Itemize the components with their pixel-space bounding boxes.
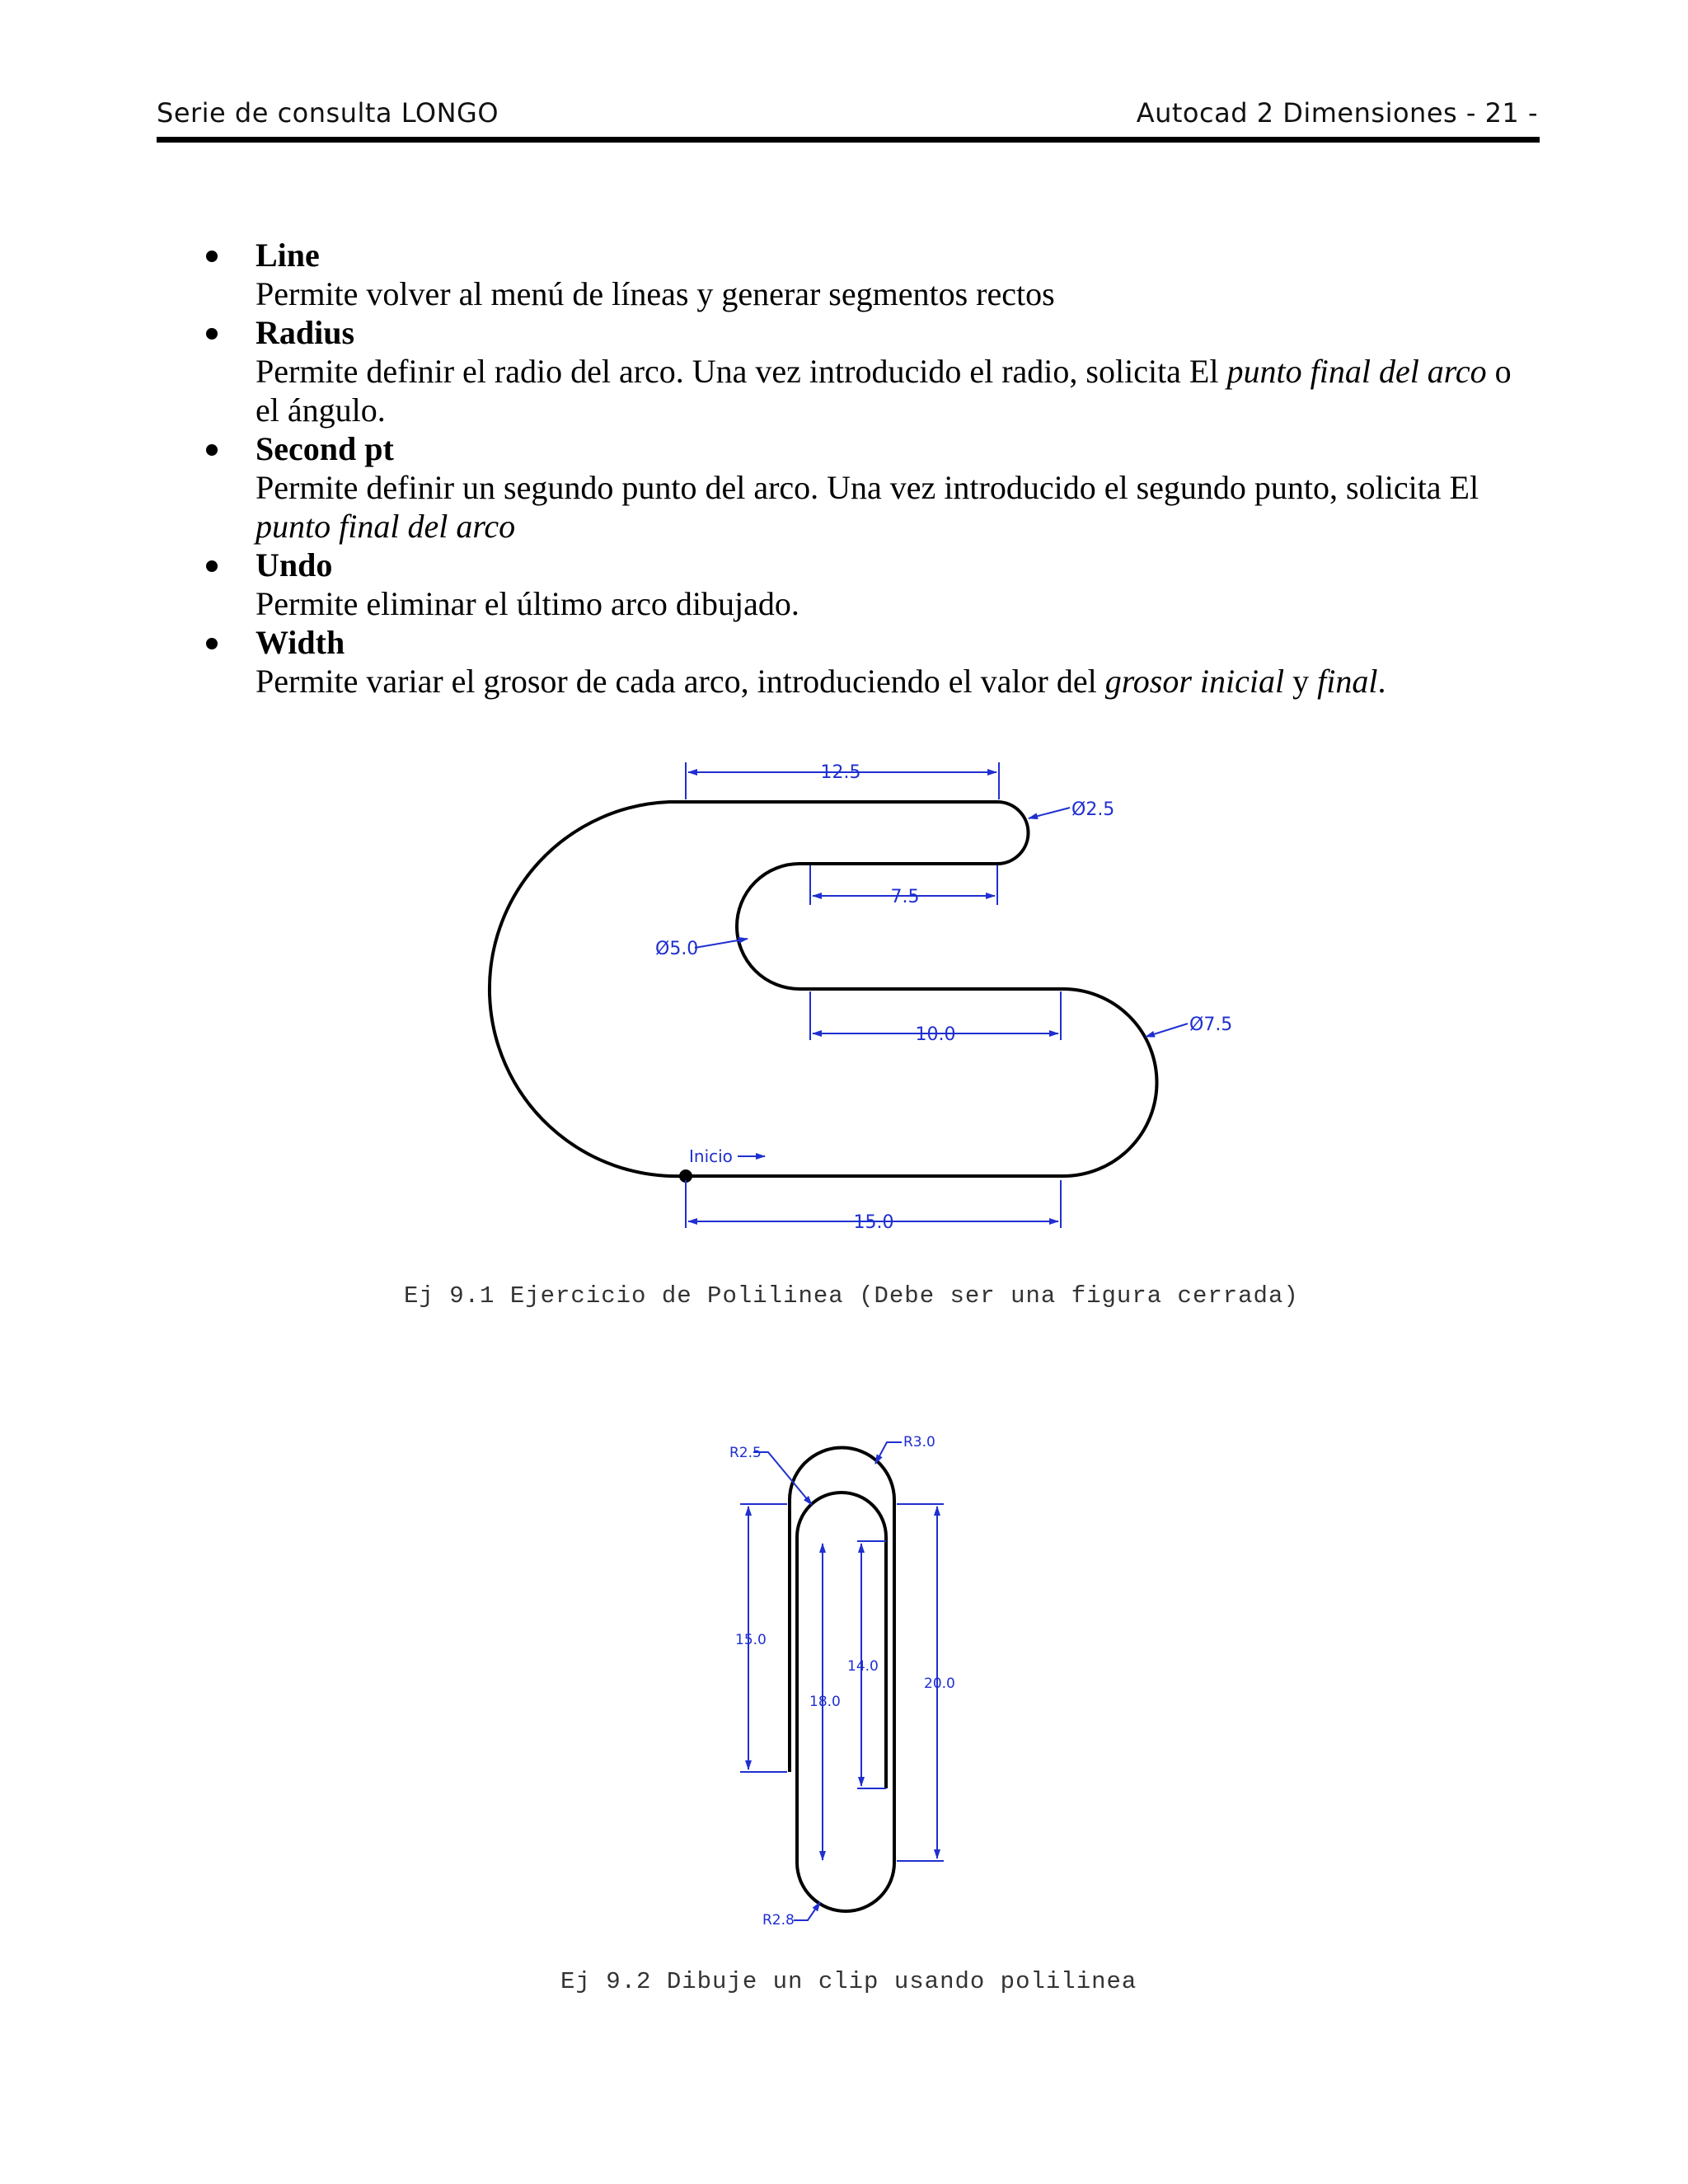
figure-1-caption: Ej 9.1 Ejercicio de Polilinea (Debe ser una figura cerrada) — [404, 1282, 1299, 1310]
desc-width: Permite variar el grosor de cada arco, introduciendo el valor del grosor inicial y final. — [256, 663, 1386, 700]
term-second-pt: Second pt — [256, 430, 394, 467]
term-undo: Undo — [256, 546, 333, 583]
figure-2-caption: Ej 9.2 Dibuje un clip usando polilinea — [560, 1968, 1137, 1995]
clip-label-14-0: 14.0 — [847, 1658, 879, 1675]
clip-label-20-0: 20.0 — [924, 1675, 955, 1692]
dim-label-10-0: 10.0 — [915, 1024, 956, 1045]
desc-undo: Permite eliminar el último arco dibujado. — [256, 585, 799, 622]
header-series-title: Serie de consulta LONGO — [157, 97, 499, 129]
polyline-outline — [490, 802, 1157, 1176]
clip-label-r2-8: R2.8 — [762, 1912, 795, 1929]
dim-label-diameter-2-5: Ø2.5 — [1071, 799, 1115, 820]
term-radius: Radius — [256, 314, 355, 351]
clip-label-15-0: 15.0 — [735, 1632, 767, 1648]
term-line: Line — [256, 237, 320, 274]
clip-label-18-0: 18.0 — [809, 1694, 841, 1710]
clip-outline — [790, 1448, 894, 1912]
start-label: Inicio — [689, 1146, 733, 1166]
term-width: Width — [256, 624, 345, 661]
header-book-page: Autocad 2 Dimensiones - 21 - — [1136, 97, 1538, 129]
dim-label-diameter-5-0: Ø5.0 — [655, 939, 699, 959]
dim-label-diameter-7-5: Ø7.5 — [1189, 1015, 1233, 1035]
clip-label-r3-0: R3.0 — [903, 1434, 935, 1451]
desc-radius: Permite definir el radio del arco. Una vez introducido el radio, solicita El punto final del arco o el ángulo. — [256, 353, 1512, 429]
desc-second-pt: Permite definir un segundo punto del arco. Una vez introducido el segundo punto, solicita El punto final del arco — [256, 469, 1479, 545]
dim-label-7-5: 7.5 — [890, 887, 920, 907]
dim-label-12-5: 12.5 — [820, 762, 861, 783]
clip-label-r2-5: R2.5 — [729, 1445, 762, 1461]
clip-outer-loop — [790, 1456, 894, 1863]
dim-label-15-0: 15.0 — [853, 1212, 894, 1233]
desc-line: Permite volver al menú de líneas y generar segmentos rectos — [256, 275, 1055, 312]
